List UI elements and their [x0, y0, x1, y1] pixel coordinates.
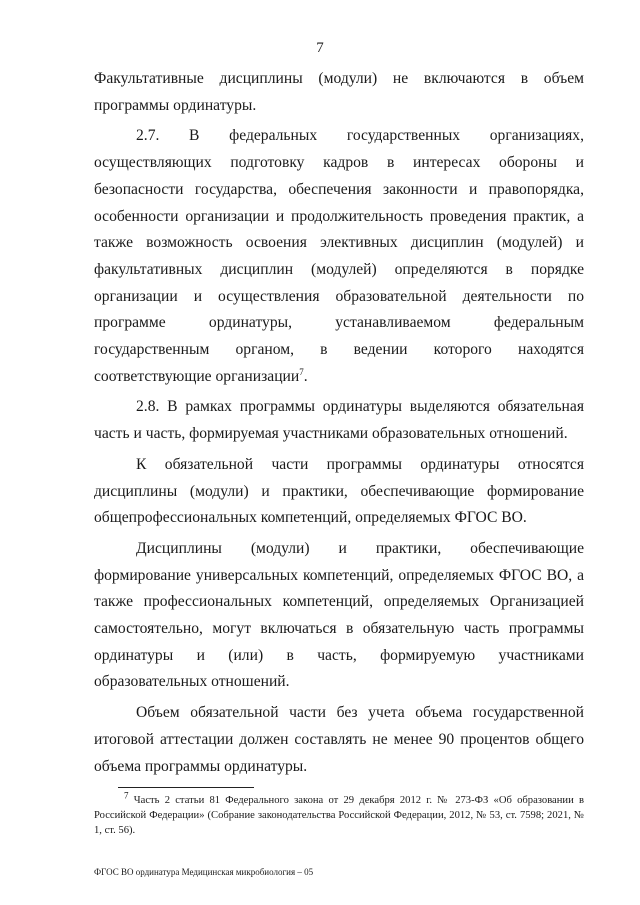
paragraph-optional-disciplines: Факультативные дисциплины (модули) не включаются в объем программы ординатуры. [94, 70, 584, 114]
footnote-reference: 7 [299, 366, 304, 377]
footnote [94, 790, 584, 838]
footnote-text: Часть 2 статьи 81 Федерального закона от 29 декабря 2012 г. № 273-ФЗ «Об образовании в Российской Федерации» (Собрание законодательства Российской Федерации, 2012, № 53, ст. 7598; 2021, № 1, ст. 56). [94, 795, 584, 836]
paragraph-mandatory-part: К обязательной части программы ординатуры относятся дисциплины (модули) и практики, обеспечивающие формирование общепрофессиональных компетенций, определяемых ФГОС ВО. [94, 455, 584, 527]
body-text [94, 66, 584, 784]
paragraph-2-7-text: 2.7. В федеральных государственных организациях, осуществляющих подготовку кадров в интересах обороны и безопасности государства, обеспечения законности и правопорядка, особенности организации и продолжительность проведения практик, а также возможность освоения элективных дисциплин (модулей) и факультативных дисциплин (модулей) определяются в порядке организации и осуществления образовательной деятельности по программе ординатуры, устанавливаемом федеральным государственным органом, в ведении которого находятся соответствующие организации [94, 127, 584, 385]
paragraph-disciplines-practices: Дисциплины (модули) и практики, обеспечивающие формирование универсальных компетенций, определяемых ФГОС ВО, а также профессиональных компетенций, определяемых Организацией самостоятельно, могут включаться в обязательную часть программы ординатуры и (или) в часть, формируемую участниками образовательных отношений. [94, 539, 584, 691]
paragraph-mandatory-volume: Объем обязательной части без учета объема государственной итоговой аттестации должен составлять не менее 90 процентов общего объема программы ординатуры. [94, 704, 584, 775]
footnote-marker: 7 [124, 790, 129, 801]
paragraph-2-7: 2.7. В федеральных государственных организациях, осуществляющих подготовку кадров в интересах обороны и безопасности государства, обеспечения законности и правопорядка, особенности организации и продолжительность проведения практик, а также возможность освоения элективных дисциплин (модулей) и факультативных дисциплин (модулей) определяются в порядке организации и осуществления образовательной деятельности по программе ординатуры, устанавливаемом федеральным государственным органом, в ведении которого находятся соответствующие организации$^7$. [94, 127, 584, 385]
page-footer: ФГОС ВО ординатура Медицинская микробиология – 05 [94, 867, 314, 877]
footnote-separator [118, 787, 254, 788]
paragraph-2-8: 2.8. В рамках программы ординатуры выделяются обязательная часть и часть, формируемая участниками образовательных отношений. [94, 398, 584, 443]
page-number: 7 [316, 40, 324, 56]
